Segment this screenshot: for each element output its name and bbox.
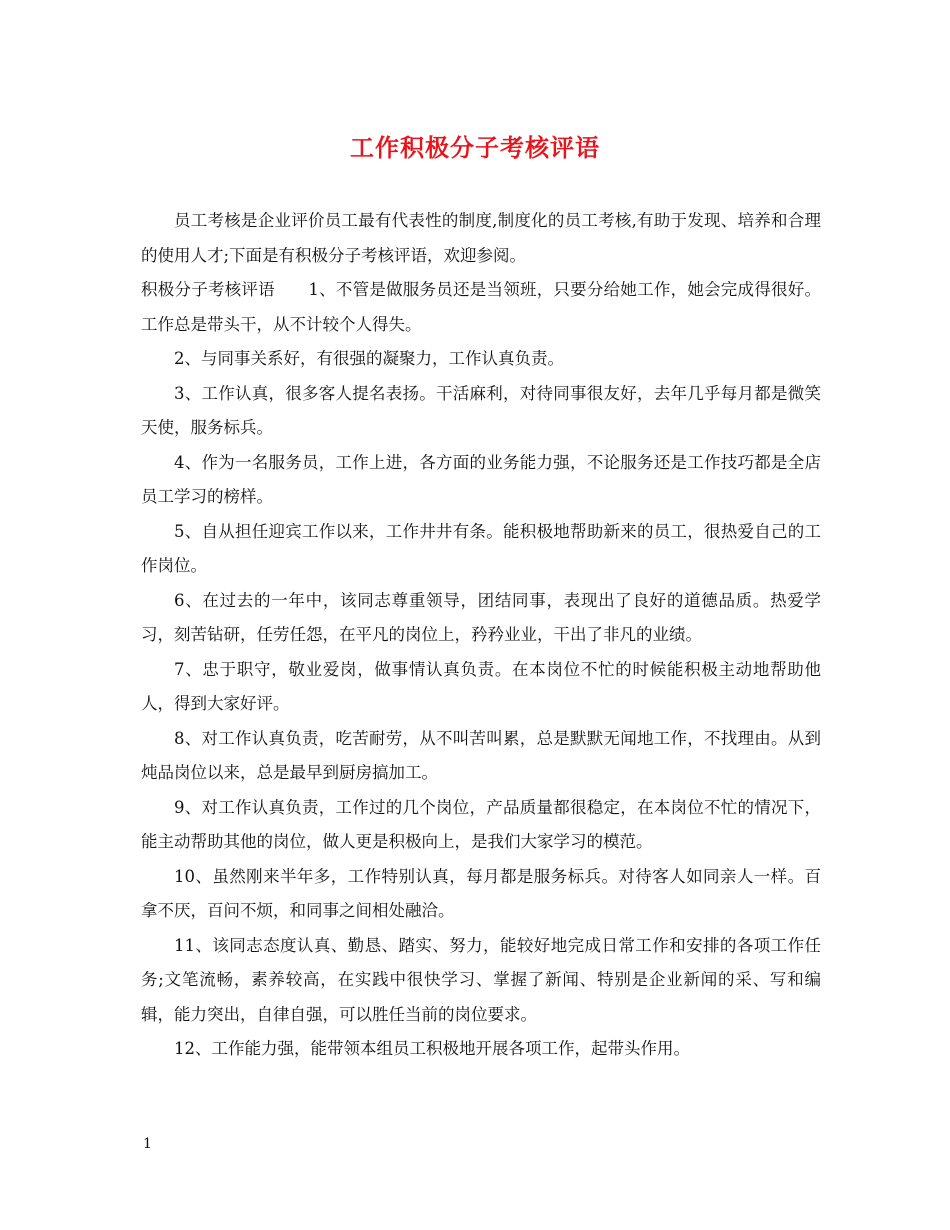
- paragraph-item-11: 11、该同志态度认真、勤恳、踏实、努力，能较好地完成日常工作和安排的各项工作任务;文笔流畅，素养较高，在实践中很快学习、掌握了新闻、特别是企业新闻的采、写和编辑，能力突出，自律自强，可以胜任当前的岗位要求。: [141, 935, 821, 1024]
- paragraph-intro: 员工考核是企业评价员工最有代表性的制度,制度化的员工考核,有助于发现、培养和合理的使用人才;下面是有积极分子考核评语，欢迎参阅。: [141, 211, 821, 265]
- paragraph-item-10: 10、虽然刚来半年多，工作特别认真，每月都是服务标兵。对待客人如同亲人一样。百拿不厌，百问不烦，和同事之间相处融洽。: [141, 866, 821, 920]
- page-title: 工作积极分子考核评语: [350, 133, 600, 162]
- paragraph-item-5: 5、自从担任迎宾工作以来，工作井井有条。能积极地帮助新来的员工，很热爱自己的工作岗位。: [141, 521, 821, 575]
- paragraph-item-12: 12、工作能力强，能带领本组员工积极地开展各项工作，起带头作用。: [174, 1039, 690, 1058]
- paragraph-section-heading: 积极分子考核评语 1、不管是做服务员还是当领班，只要分给她工作，她会完成得很好。工作总是带头干，从不计较个人得失。: [141, 280, 821, 334]
- paragraph-item-7: 7、忠于职守，敬业爱岗，做事情认真负责。在本岗位不忙的时候能积极主动地帮助他人，得到大家好评。: [141, 659, 821, 713]
- paragraph-item-9: 9、对工作认真负责，工作过的几个岗位，产品质量都很稳定，在本岗位不忙的情况下，能主动帮助其他的岗位，做人更是积极向上，是我们大家学习的模范。: [141, 797, 821, 851]
- paragraph-item-6: 6、在过去的一年中，该同志尊重领导，团结同事，表现出了良好的道德品质。热爱学习，刻苦钻研，任劳任怨，在平凡的岗位上，矜矜业业，干出了非凡的业绩。: [141, 590, 821, 644]
- paragraph-item-4: 4、作为一名服务员，工作上进，各方面的业务能力强，不论服务还是工作技巧都是全店员工学习的榜样。: [141, 452, 821, 506]
- document-body: [141, 204, 821, 1067]
- paragraph-item-3: 3、工作认真，很多客人提名表扬。干活麻利，对待同事很友好，去年几乎每月都是微笑天使，服务标兵。: [141, 383, 821, 437]
- paragraph-item-2: 2、与同事关系好，有很强的凝聚力，工作认真负责。: [174, 349, 564, 368]
- page-number: 1: [143, 1136, 152, 1152]
- paragraph-item-8: 8、对工作认真负责，吃苦耐劳，从不叫苦叫累，总是默默无闻地工作，不找理由。从到炖品岗位以来，总是最早到厨房搞加工。: [141, 728, 821, 782]
